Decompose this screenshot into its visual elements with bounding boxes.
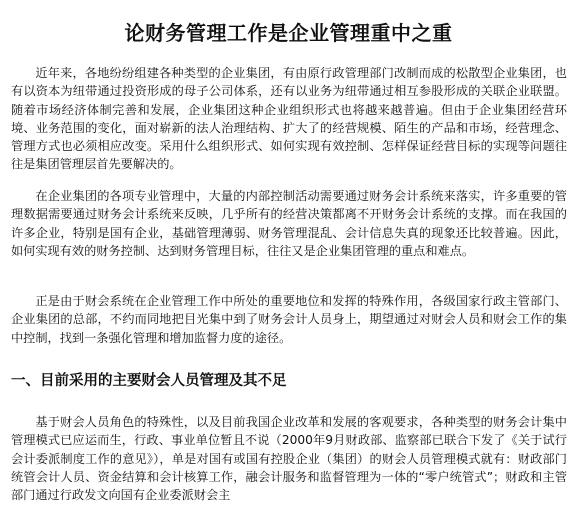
body-paragraph: 在企业集团的各项专业管理中，大量的内部控制活动需要通过财务会计系统来落实，许多重要的管理数据需要通过财务会计系统来反映，几乎所有的经营决策都离不开财务会计系统的支撑。而在我国的许多企业，特别是国有企业，基础管理薄弱、财务管理混乱、会计信息失真的现象还比较普遍。因此，如何实现有效的财务控制、达到财务管理目标，往往又是企业集团管理的重点和难点。 bbox=[11, 189, 567, 258]
document-title: 论财务管理工作是企业管理重中之重 bbox=[124, 21, 453, 46]
body-paragraph: 近年来，各地纷纷组建各种类型的企业集团，有由原行政管理部门改制而成的松散型企业集团，也有以资本为纽带通过投资形成的母子公司体系，还有以业务为纽带通过相互参股形成的关联企业联盟。随着市场经济体制完善和发展，企业集团这种企业组织形式也将越来越普遍。但由于企业集团经营环境、业务范围的变化，面对崭新的法人治理结构、扩大了的经营规模、陌生的产品和市场，经营理念、管理方式也必须相应改变。采用什么组织形式、如何实现有效控制、怎样保证经营目标的实现等问题往往是集团管理层首先要解决的。 bbox=[11, 66, 567, 172]
section-paragraph: 基于财会人员角色的特殊性，以及目前我国企业改革和发展的客观要求，各种类型的财务会计集中管理模式已应运而生，行政、事业单位暂且不说（2000年9月财政部、监察部已联合下发了《关于试行会计委派制度工作的意见》），单是对国有或国有控股企业（集团）的财会人员管理模式就有：财政部门统管会计人员、资金结算和会计核算工作，融会计服务和监督管理为一体的“零户统管式”；财政和主管部门通过行政发文向国有企业委派财会主 bbox=[11, 415, 567, 503]
section-heading: 一、目前采用的主要财会人员管理及其不足 bbox=[11, 373, 287, 389]
body-paragraph: 正是由于财会系统在企业管理工作中所处的重要地位和发挥的特殊作用，各级国家行政主管部门、企业集团的总部，不约而同地把目光集中到了财务会计人员身上，期望通过对财会人员和财会工作的集中控制，找到一条强化管理和增加监督力度的途径。 bbox=[11, 294, 567, 345]
